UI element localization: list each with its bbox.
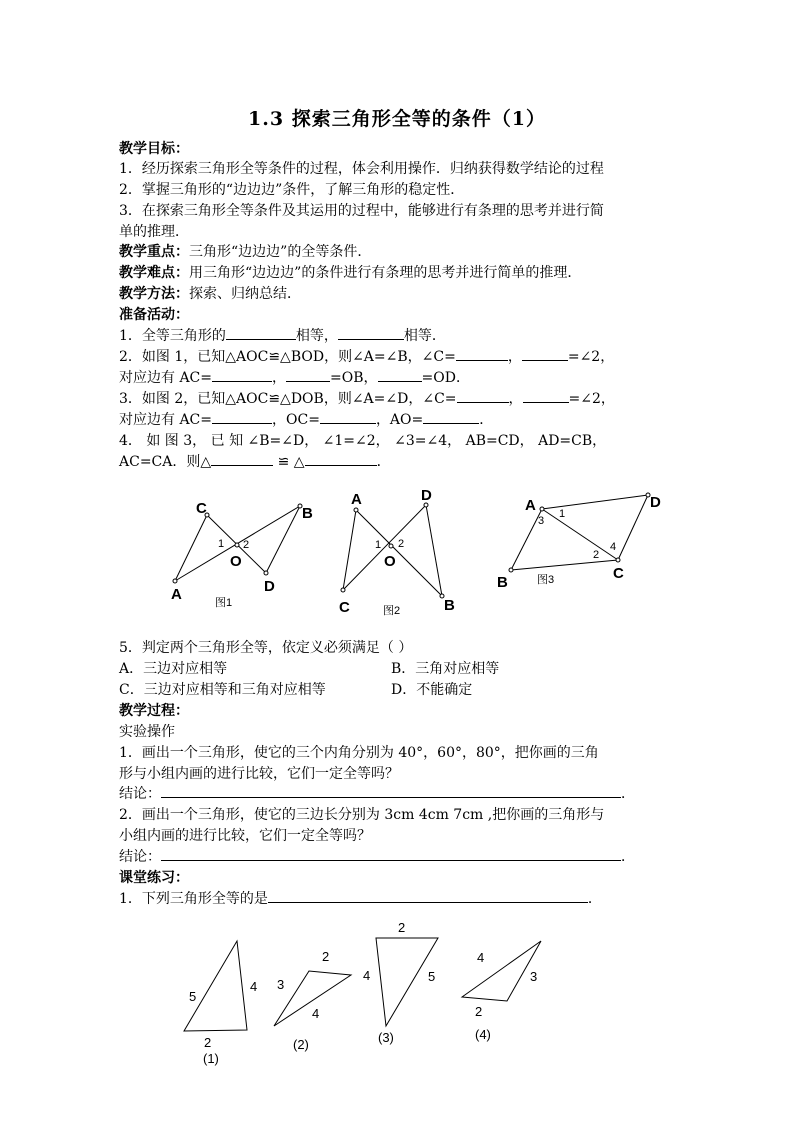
- q1-text: 相等，: [295, 328, 338, 344]
- experiment-2: 2．画出一个三角形，使它的三边长分别为 3cm 4cm 7cm ,把你画的三角形与: [119, 807, 605, 823]
- prep-q3-cont: [119, 410, 493, 430]
- difficulty-label: 教学难点：: [119, 265, 189, 281]
- conclusion-label: 结论：: [119, 849, 161, 865]
- answer-blank[interactable]: [161, 784, 621, 798]
- prep-q5-opt-c: C．三边对应相等和三角对应相等: [119, 682, 326, 698]
- answer-blank[interactable]: [320, 410, 376, 424]
- answer-blank[interactable]: [212, 368, 272, 382]
- triangle-1-side: 5: [189, 989, 197, 1004]
- prep-q5-opt-a: A．三边对应相等: [119, 661, 228, 677]
- practice-q1-end: ．: [587, 891, 602, 907]
- fig1-label-c: C: [196, 500, 207, 517]
- conclusion-label: 结论：: [119, 786, 161, 802]
- answer-blank[interactable]: [523, 389, 569, 403]
- fig1-point-a: [173, 579, 177, 583]
- fig1-caption: 图1: [215, 597, 233, 609]
- practice-heading: 课堂练习：: [119, 870, 189, 886]
- practice-q1: [119, 889, 602, 909]
- triangle-2-label: (2): [293, 1037, 309, 1052]
- fig3-label-c: C: [613, 565, 624, 582]
- fig2-label-o: O: [384, 553, 396, 570]
- triangle-1-label: (1): [203, 1051, 219, 1066]
- fig2-label-c: C: [339, 599, 350, 616]
- prep-q1: [119, 326, 446, 346]
- triangle-2-side: 2: [322, 949, 330, 964]
- objectives-heading: 教学目标：: [119, 141, 189, 157]
- q3-text: 3．如图 2，已知△AOC≌△DOB，则∠A=∠D，∠C=: [119, 391, 457, 407]
- fig3-angle-4: 4: [610, 541, 617, 553]
- q4-text: ．: [376, 454, 391, 470]
- answer-blank[interactable]: [161, 847, 621, 861]
- fig3-angle-3: 3: [538, 515, 545, 527]
- fig3-side-ad: [542, 495, 648, 509]
- fig1-label-o: O: [230, 553, 242, 570]
- process-heading: 教学过程：: [119, 703, 189, 719]
- prep-q5-opt-d: D．不能确定: [391, 682, 473, 698]
- prep-q4-cont: [119, 452, 391, 472]
- fig3-point-c: [616, 558, 620, 562]
- fig1-label-a: A: [171, 586, 182, 603]
- q2-text: =∠2，: [567, 349, 615, 365]
- answer-blank[interactable]: [212, 410, 272, 424]
- difficulty-text: 用三角形“边边边”的条件进行有条理的思考并进行简单的推理．: [189, 265, 582, 281]
- fig2-side-dc: [343, 505, 426, 590]
- fig3-caption: 图3: [537, 574, 555, 586]
- experiment-1: 1．画出一个三角形，使它的三个内角分别为 40°，60°，80°，把你画的三角: [119, 745, 599, 761]
- answer-blank[interactable]: [457, 389, 509, 403]
- triangle-4-label: (4): [475, 1027, 491, 1042]
- practice-q1-text: 1．下列三角形全等的是: [119, 891, 268, 907]
- fig1-point-d: [264, 571, 268, 575]
- fig3-point-a: [540, 507, 544, 511]
- triangle-4-side: 3: [530, 969, 538, 984]
- q3-text: 对应边有 AC=: [119, 412, 213, 428]
- fig2-label-a: A: [351, 491, 362, 508]
- fig3-side-dc: [618, 495, 648, 560]
- objective-item: 1．经历探索三角形全等条件的过程，体会利用操作．归纳获得数学结论的过程: [119, 161, 604, 177]
- q3-text: =∠2，: [568, 391, 615, 407]
- answer-blank[interactable]: [522, 347, 568, 361]
- conclusion-2: [119, 847, 635, 867]
- triangle-3-side: 4: [363, 968, 371, 983]
- answer-blank[interactable]: [423, 410, 479, 424]
- answer-blank[interactable]: [286, 368, 330, 382]
- triangle-3-label: (3): [378, 1030, 394, 1045]
- answer-blank[interactable]: [226, 326, 296, 340]
- fig1-point-o: [235, 543, 239, 547]
- figure-3: [490, 483, 675, 593]
- fig1-label-d: D: [264, 578, 275, 595]
- experiment-2-cont: 小组内画的进行比较，它们一定全等吗？: [119, 828, 371, 844]
- triangle-3-side: 2: [398, 920, 406, 935]
- fig3-angle-1: 1: [559, 508, 566, 520]
- fig1-angle-1: 1: [218, 538, 225, 550]
- prep-q3: [119, 389, 615, 409]
- triangle-4-side: 4: [477, 950, 485, 965]
- method-text: 探索、归纳总结．: [189, 286, 301, 302]
- difficulty: [119, 263, 581, 283]
- fig3-angle-2: 2: [593, 549, 600, 561]
- fig2-caption: 图2: [383, 605, 401, 617]
- triangle-4-side: 2: [475, 1004, 483, 1019]
- key-point: [119, 242, 371, 262]
- fig1-label-b: B: [302, 505, 313, 522]
- q2-text: =OD．: [421, 370, 470, 386]
- fig1-angle-2: 2: [243, 539, 250, 551]
- fig2-label-d: D: [421, 487, 432, 504]
- method-label: 教学方法：: [119, 286, 189, 302]
- fig3-label-a: A: [525, 497, 536, 514]
- triangle-2-side: 3: [277, 977, 285, 992]
- q2-text: =OB，: [330, 370, 378, 386]
- method: [119, 284, 301, 304]
- answer-blank[interactable]: [338, 326, 404, 340]
- q3-text: ，OC=: [272, 412, 320, 428]
- fig3-label-b: B: [497, 574, 508, 591]
- triangle-1-side: 2: [204, 1035, 212, 1050]
- experiment-1-cont: 形与小组内画的进行比较，它们一定全等吗？: [119, 766, 399, 782]
- fig2-point-a: [354, 508, 358, 512]
- q1-text: 相等．: [403, 328, 446, 344]
- process-sub: 实验操作: [119, 724, 175, 740]
- prep-heading: 准备活动：: [119, 307, 189, 323]
- fig3-label-d: D: [650, 494, 661, 511]
- conclusion-end: ．: [621, 849, 635, 865]
- answer-blank[interactable]: [211, 452, 273, 466]
- q2-text: 对应边有 AC=: [119, 370, 213, 386]
- prep-q4: 4． 如 图 3， 已 知 ∠B=∠D， ∠1=∠2， ∠3=∠4， AB=CD， AD=CB，: [119, 433, 607, 449]
- q2-text: ，: [507, 349, 522, 365]
- q1-text: 1．全等三角形的: [119, 328, 226, 344]
- fig2-angle-2: 2: [398, 538, 405, 550]
- fig2-point-o: [389, 544, 393, 548]
- triangle-2-side: 4: [312, 1006, 320, 1021]
- prep-q5-stem: 5．判定两个三角形全等，依定义必须满足（ ）: [119, 640, 413, 656]
- fig3-point-b: [509, 568, 513, 572]
- key-point-label: 教学重点：: [119, 244, 189, 260]
- fig2-point-c: [341, 588, 345, 592]
- conclusion-end: ．: [621, 786, 635, 802]
- prep-q2-cont: [119, 368, 470, 388]
- q2-text: 2．如图 1，已知△AOC≌△BOD，则∠A=∠B，∠C=: [119, 349, 456, 365]
- fig3-side-bc: [511, 560, 618, 570]
- prep-q2: [119, 347, 614, 367]
- prep-q5-opt-b: B．三角对应相等: [391, 661, 500, 677]
- conclusion-1: [119, 784, 635, 804]
- objective-item: 单的推理．: [119, 224, 189, 240]
- triangle-3-side: 5: [428, 969, 436, 984]
- answer-blank[interactable]: [305, 452, 377, 466]
- q3-text: ，AO=: [375, 412, 424, 428]
- q4-text: ≌ △: [273, 454, 305, 470]
- triangle-1: [184, 941, 247, 1031]
- q4-text: AC=CA．则△: [119, 454, 212, 470]
- key-point-text: 三角形“边边边”的全等条件．: [189, 244, 372, 260]
- practice-triangles: [170, 915, 570, 1075]
- figure-2: [330, 483, 470, 623]
- answer-blank[interactable]: [456, 347, 508, 361]
- q3-text: ，: [508, 391, 523, 407]
- triangle-1-side: 4: [250, 979, 258, 994]
- figure-1: [160, 490, 330, 615]
- fig2-angle-1: 1: [375, 539, 382, 551]
- answer-blank[interactable]: [378, 368, 422, 382]
- page-title: 1.3 探索三角形全等的条件（1）: [248, 108, 546, 130]
- q2-text: ，: [272, 370, 287, 386]
- objective-item: 3．在探索三角形全等条件及其运用的过程中，能够进行有条理的思考并进行简: [119, 203, 604, 219]
- objective-item: 2．掌握三角形的“边边边”条件，了解三角形的稳定性．: [119, 182, 465, 198]
- q3-text: ．: [479, 412, 494, 428]
- answer-blank[interactable]: [268, 889, 588, 903]
- fig2-label-b: B: [444, 597, 455, 614]
- fig3-diagonal-ac: [542, 509, 618, 560]
